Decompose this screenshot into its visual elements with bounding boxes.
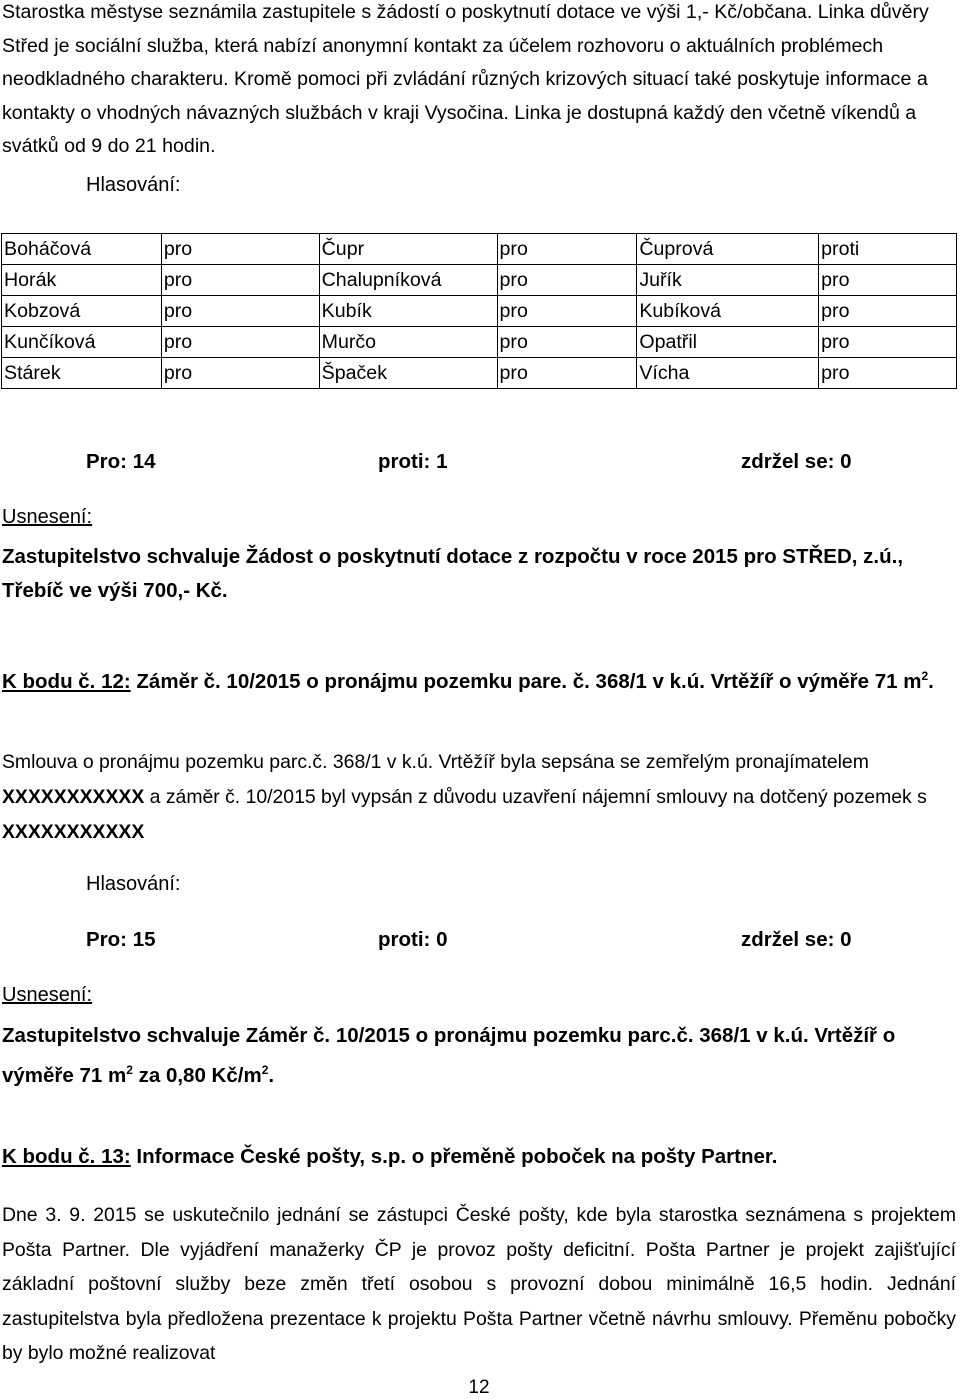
vote2-resolution-b: za 0,80 Kč/m — [132, 1063, 262, 1087]
vote1-pro: Pro: 14 — [86, 450, 156, 473]
vote-value: pro — [161, 296, 319, 327]
item12-redacted-name-1: XXXXXXXXXXX — [2, 786, 145, 808]
vote-member-name: Čupr — [319, 234, 497, 265]
vote2-resolution-label: Usnesení: — [2, 984, 93, 1006]
vote-member-name: Kubíková — [637, 296, 819, 327]
vote2-resolution-end: . — [268, 1063, 275, 1087]
vote-member-name: Murčo — [319, 327, 497, 358]
item12-title-sup: 2 — [921, 669, 929, 683]
vote-value: pro — [819, 265, 957, 296]
vote-value: pro — [819, 358, 957, 389]
vote-member-name: Opatřil — [637, 327, 819, 358]
vote-value: pro — [497, 358, 637, 389]
vote-value: pro — [161, 327, 319, 358]
item13-title: Informace České pošty, s.p. o přeměně poboček na pošty Partner. — [130, 1145, 778, 1168]
vote1-proti: proti: 1 — [378, 450, 448, 473]
vote-member-name: Kubík — [319, 296, 497, 327]
vote-row — [2, 296, 957, 327]
vote-row — [2, 265, 957, 296]
vote1-label: Hlasování: — [86, 174, 181, 196]
vote-value: pro — [497, 234, 637, 265]
item12-title-end: . — [928, 669, 934, 693]
vote-member-name: Chalupníková — [319, 265, 497, 296]
vote2-pro: Pro: 15 — [86, 928, 156, 951]
vote-row — [2, 234, 957, 265]
item12-body — [2, 745, 956, 850]
item12-redacted-name-2: XXXXXXXXXXX — [2, 821, 145, 843]
vote-value: pro — [497, 327, 637, 358]
vote2-resolution-text — [2, 1019, 952, 1093]
vote2-resolution-sup1: 2 — [126, 1063, 133, 1077]
item13-heading — [2, 1143, 952, 1171]
item13-prefix: K bodu č. 13: — [2, 1145, 131, 1168]
vote1-resolution-text: Zastupitelstvo schvaluje Žádost o poskytnutí dotace z rozpočtu v roce 2015 pro STŘED, z.ú., Třebíč ve výši 700,- Kč. — [2, 545, 904, 602]
vote-member-name: Kobzová — [2, 296, 162, 327]
vote1-zdrzel: zdržel se: 0 — [741, 450, 852, 473]
vote1-resolution-label: Usnesení: — [2, 506, 93, 528]
vote-member-name: Špaček — [319, 358, 497, 389]
vote-member-name: Juřík — [637, 265, 819, 296]
page-number: 12 — [468, 1377, 490, 1398]
vote-value: pro — [497, 296, 637, 327]
intro-paragraph: Starostka městyse seznámila zastupitele s žádostí o poskytnutí dotace ve výši 1,- Kč/občana. Linka důvěry Střed je sociální služba, která nabízí anonymní kontakt za účelem rozhovoru o aktuálních problémech neodkladného charakteru. Kromě pomoci při zvládání různých krizových situací také poskytuje informace a kontakty o vhodných návazných službách v kraji Vysočina. Linka je dostupná každý den včetně víkendů a svátků od 9 do 21 hodin. — [2, 1, 929, 157]
item12-heading — [2, 662, 952, 696]
vote-value: pro — [161, 234, 319, 265]
item12-title: Záměr č. 10/2015 o pronájmu pozemku pare. č. 368/1 v k.ú. Vrtěžíř o výměře 71 m — [130, 669, 922, 693]
vote2-resolution-sup2: 2 — [261, 1063, 269, 1077]
vote-row — [2, 358, 957, 389]
vote2-resolution-a: Zastupitelstvo schvaluje Záměr č. 10/2015 o pronájmu pozemku parc.č. 368/1 v k.ú. Vrtěžíř o výměře 71 m — [2, 1024, 896, 1087]
vote-member-name: Stárek — [2, 358, 162, 389]
vote-member-name: Čuprová — [637, 234, 819, 265]
vote2-zdrzel: zdržel se: 0 — [741, 928, 852, 951]
vote-member-name: Kunčíková — [2, 327, 162, 358]
item13-body: Dne 3. 9. 2015 se uskutečnilo jednání se zástupci České pošty, kde byla starostka seznámena s projektem Pošta Partner. Dle vyjádření manažerky ČP je provoz pošty deficitní. Pošta Partner je projekt zajišťující základní poštovní služby beze změn třetí osobou s provozní dobou minimálně 16,5 hodin. Jednání zastupitelstva byla předložena prezentace k projektu Pošta Partner včetně návrhu smlouvy. Přeměnu pobočky by bylo možné realizovat — [2, 1204, 956, 1364]
vote-member-name: Horák — [2, 265, 162, 296]
vote-value: pro — [819, 296, 957, 327]
vote-row — [2, 327, 957, 358]
item12-prefix: K bodu č. 12: — [2, 669, 131, 693]
vote2-label: Hlasování: — [86, 873, 181, 895]
vote-value: pro — [161, 358, 319, 389]
vote-value: pro — [497, 265, 637, 296]
vote-value: pro — [819, 327, 957, 358]
item12-body-line2: a záměr č. 10/2015 byl vypsán z důvodu uzavření nájemní smlouvy na dotčený pozemek s — [144, 786, 927, 808]
vote-member-name: Boháčová — [2, 234, 162, 265]
vote2-proti: proti: 0 — [378, 928, 448, 951]
vote-value: pro — [161, 265, 319, 296]
vote-table — [1, 233, 957, 389]
vote-member-name: Vícha — [637, 358, 819, 389]
item12-body-line1: Smlouva o pronájmu pozemku parc.č. 368/1 v k.ú. Vrtěžíř byla sepsána se zemřelým pronajímatelem — [2, 751, 869, 773]
vote-value: proti — [819, 234, 957, 265]
